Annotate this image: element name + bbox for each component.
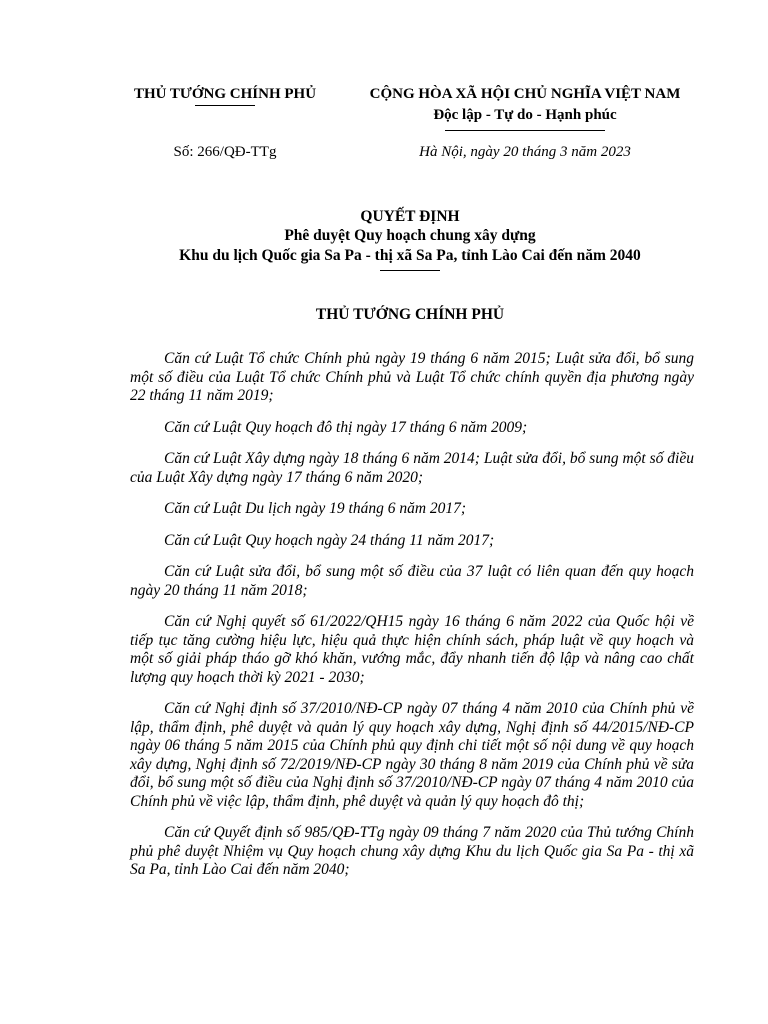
national-header: [330, 86, 720, 131]
place-date: Hà Nội, ngày 20 tháng 3 năm 2023: [419, 144, 631, 160]
preamble-paragraph: Căn cứ Quyết định số 985/QĐ-TTg ngày 09 tháng 7 năm 2020 của Thủ tướng Chính phủ phê duyệt Nhiệm vụ Quy hoạch chung xây dựng Khu du lịch Quốc gia Sa Pa - thị xã Sa Pa, tỉnh Lào Cai đến năm 2040;: [130, 824, 694, 878]
title-line-1: Phê duyệt Quy hoạch chung xây dựng: [284, 227, 536, 244]
preamble-paragraph: Căn cứ Luật sửa đổi, bổ sung một số điều của 37 luật có liên quan đến quy hoạch ngày 20 tháng 11 năm 2018;: [130, 563, 694, 599]
motto: Độc lập - Tự do - Hạnh phúc: [433, 107, 617, 123]
title-block: [60, 208, 760, 271]
preamble-paragraph: Căn cứ Luật Du lịch ngày 19 tháng 6 năm 2017;: [164, 500, 467, 517]
preamble-paragraph: Căn cứ Luật Tổ chức Chính phủ ngày 19 tháng 6 năm 2015; Luật sửa đổi, bổ sung một số điều của Luật Tổ chức Chính phủ và Luật Tổ chức chính quyền địa phương ngày 22 tháng 11 năm 2019;: [130, 350, 694, 404]
preamble-paragraph: Căn cứ Luật Xây dựng ngày 18 tháng 6 năm 2014; Luật sửa đổi, bổ sung một số điều của Luật Xây dựng ngày 17 tháng 6 năm 2020;: [130, 450, 694, 486]
issuing-authority: THỦ TƯỚNG CHÍNH PHỦ: [315, 306, 505, 323]
title-line-2: Khu du lịch Quốc gia Sa Pa - thị xã Sa Pa, tỉnh Lào Cai đến năm 2040: [179, 247, 641, 264]
preamble-paragraph: Căn cứ Luật Quy hoạch ngày 24 tháng 11 năm 2017;: [164, 531, 495, 549]
preamble-paragraph: Căn cứ Nghị quyết số 61/2022/QH15 ngày 16 tháng 6 năm 2022 của Quốc hội về tiếp tục tăng cường hiệu lực, hiệu quả thực hiện chính sách, pháp luật về quy hoạch và một số giải pháp tháo gỡ khó khăn, vướng mắc, đẩy nhanh tiến độ lập và nâng cao chất lượng quy hoạch thời kỳ 2021 - 2030;: [130, 613, 694, 686]
agency-underline: [195, 105, 255, 106]
document-number: Số: 266/QĐ-TTg: [173, 144, 277, 160]
motto-underline: [445, 130, 605, 131]
preamble-paragraph: Căn cứ Nghị định số 37/2010/NĐ-CP ngày 07 tháng 4 năm 2010 của Chính phủ về lập, thẩm định, phê duyệt và quản lý quy hoạch xây dựng, Nghị định số 44/2015/NĐ-CP ngày 06 tháng 5 năm 2015 của Chính phủ quy định chi tiết một số nội dung về quy hoạch xây dựng, Nghị định số 72/2019/NĐ-CP ngày 30 tháng 8 năm 2019 của Chính phủ về sửa đổi, bổ sung một số điều của Nghị định số 37/2010/NĐ-CP ngày 07 tháng 4 năm 2010 của Chính phủ về việc lập, thẩm định, phê duyệt và quản lý quy hoạch đô thị;: [130, 700, 694, 810]
country-name: CỘNG HÒA XÃ HỘI CHỦ NGHĨA VIỆT NAM: [369, 86, 681, 102]
document-type: QUYẾT ĐỊNH: [360, 208, 460, 225]
agency-header: [110, 86, 340, 106]
agency-name: THỦ TƯỚNG CHÍNH PHỦ: [133, 86, 317, 102]
preamble-paragraph: Căn cứ Luật Quy hoạch đô thị ngày 17 tháng 6 năm 2009;: [164, 418, 528, 436]
title-underline: [380, 270, 440, 271]
preamble: [130, 350, 694, 893]
